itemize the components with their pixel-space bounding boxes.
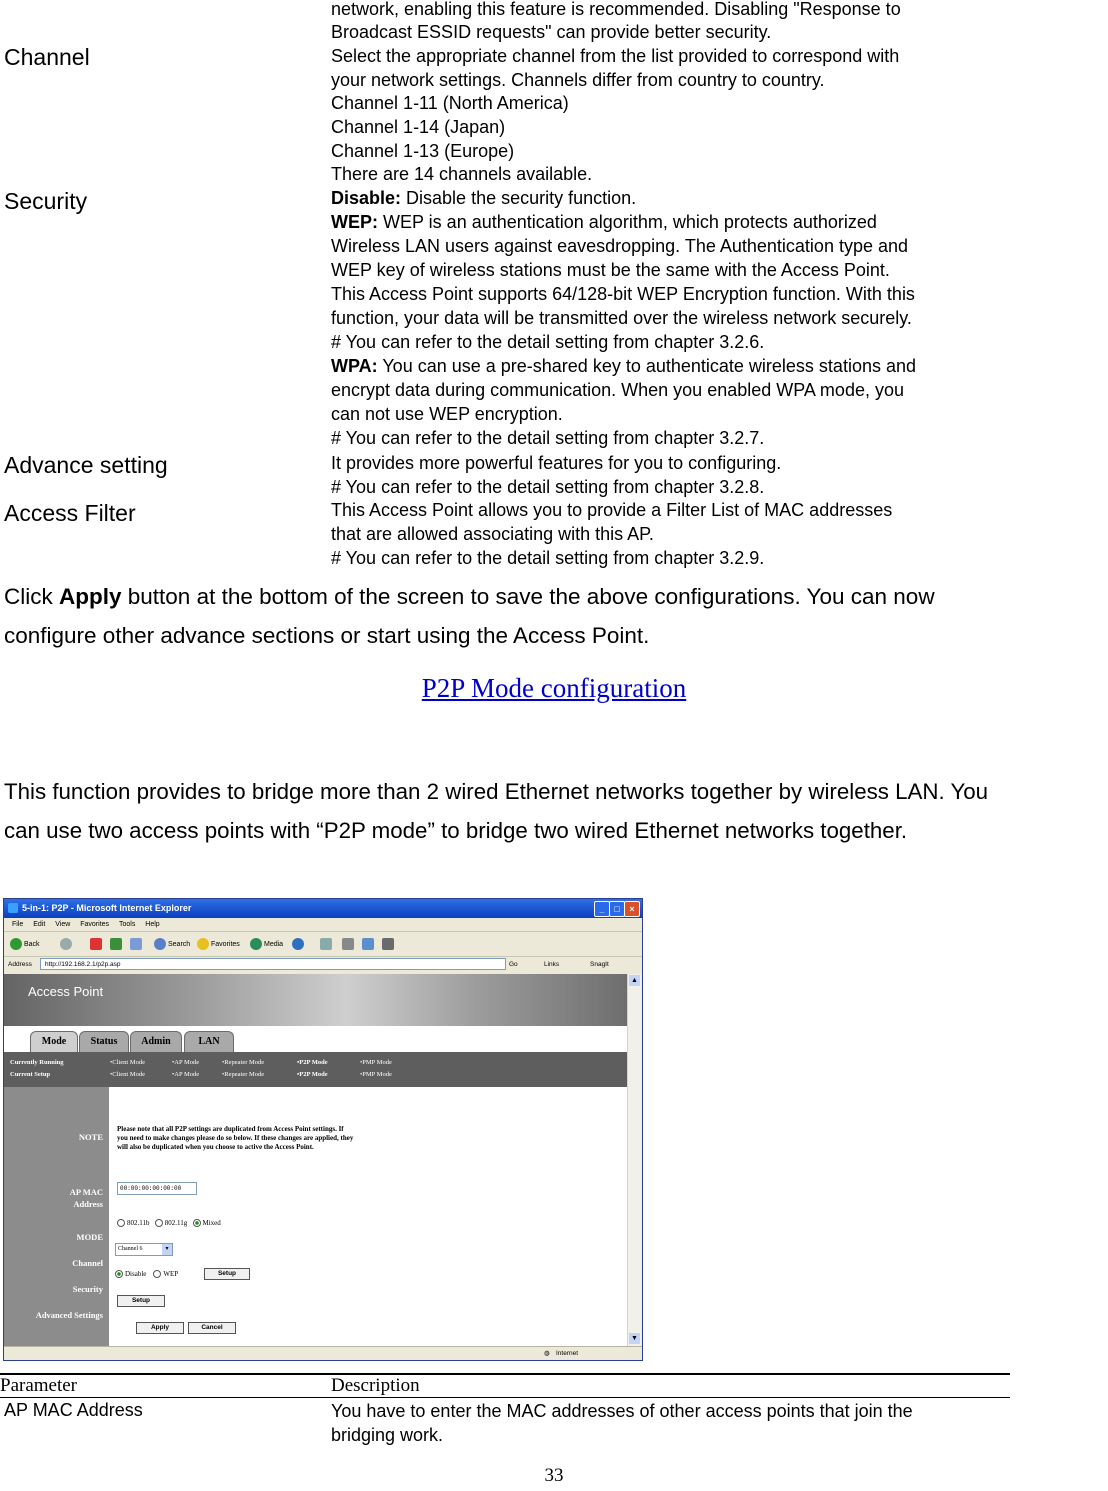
desc-line: This Access Point allows you to provide a Filter List of MAC addresses — [331, 500, 893, 520]
note-line: Please note that all P2P settings are duplicated from Access Point settings. If — [117, 1125, 344, 1133]
window-title: 5-in-1: P2P - Microsoft Internet Explorer — [22, 903, 192, 913]
radio-icon — [155, 1219, 163, 1227]
go-button[interactable] — [509, 956, 518, 973]
desc-text: WEP is an authentication algorithm, which protects authorized — [378, 212, 877, 232]
favorites-label: Favorites — [211, 940, 240, 948]
mode-label: Repeater Mode — [224, 1071, 265, 1078]
radio-label: Mixed — [202, 1219, 221, 1227]
desc-line: # You can refer to the detail setting from chapter 3.2.9. — [331, 548, 765, 568]
page-content — [4, 974, 627, 1346]
radio-label: 802.11g — [164, 1219, 188, 1227]
desc-security-wpa — [331, 355, 916, 379]
apply-paragraph — [4, 577, 935, 616]
forward-button[interactable] — [60, 938, 74, 950]
vertical-scrollbar[interactable] — [627, 974, 641, 1346]
desc-line: It provides more powerful features for you to configuring. — [331, 453, 782, 473]
advanced-settings-label: Advanced Settings — [35, 1310, 103, 1320]
tab-row — [4, 1026, 627, 1052]
desc-line: that are allowed associating with this AP. — [331, 524, 654, 544]
desc-text: Disable the security function. — [401, 188, 637, 208]
radio-icon — [153, 1270, 161, 1278]
access-point-banner — [4, 974, 627, 1026]
running-p2p: •P2P Mode — [297, 1059, 328, 1066]
history-button[interactable] — [292, 938, 306, 950]
table-row-desc: You have to enter the MAC addresses of other access points that join the — [331, 1401, 913, 1421]
menu-bar — [4, 918, 642, 931]
radio-label: 802.11b — [127, 1219, 150, 1227]
maximize-icon[interactable]: □ — [609, 901, 625, 917]
scroll-up-icon[interactable]: ▲ — [629, 975, 640, 986]
menu-view[interactable]: View — [55, 921, 71, 928]
setup-ap[interactable]: •AP Mode — [172, 1071, 200, 1078]
url-input[interactable]: http://192.168.2.1/p2p.asp — [40, 958, 506, 970]
home-button[interactable] — [130, 938, 144, 950]
browser-screenshot — [3, 898, 643, 1361]
desc-line: # You can refer to the detail setting from chapter 3.2.8. — [331, 477, 765, 497]
desc-security-disable — [331, 187, 636, 211]
search-icon — [154, 938, 166, 950]
desc-line: # You can refer to the detail setting from chapter 3.2.7. — [331, 428, 765, 448]
desc-line: your network settings. Channels differ from country to country. — [331, 70, 825, 90]
mail-button[interactable] — [320, 938, 334, 950]
apply-paragraph-line2: configure other advance sections or start using the Access Point. — [4, 623, 650, 648]
bold-term: Disable: — [331, 188, 402, 208]
desc-line: Wireless LAN users against eavesdropping. The Authentication type and — [331, 236, 909, 256]
back-label: Back — [24, 940, 40, 948]
param-advance-setting: Advance setting — [4, 452, 168, 478]
messenger-button[interactable] — [382, 938, 396, 950]
setup-p2p[interactable]: •P2P Mode — [297, 1071, 328, 1078]
desc-line: This Access Point supports 64/128-bit WEP Encryption function. With this — [331, 284, 915, 304]
setup-pmp[interactable]: •PMP Mode — [360, 1071, 392, 1078]
desc-line: There are 14 channels available. — [331, 164, 593, 184]
chevron-down-icon: ▾ — [162, 1244, 172, 1255]
forward-icon — [60, 938, 72, 950]
ie-icon — [8, 903, 18, 913]
refresh-button[interactable] — [110, 938, 124, 950]
channel-label: Channel — [72, 1258, 103, 1268]
table-row-param: AP MAC Address — [4, 1400, 143, 1420]
intro-line: This function provides to bridge more than 2 wired Ethernet networks together by wireless LAN. You — [4, 779, 989, 804]
mode-label: MODE — [76, 1232, 103, 1242]
param-security: Security — [4, 188, 88, 214]
table-top-rule — [0, 1373, 1010, 1375]
intro-line: can use two access points with “P2P mode” to bridge two wired Ethernet networks together. — [4, 818, 908, 843]
advanced-setup-button[interactable]: Setup — [117, 1295, 165, 1307]
note-text — [117, 1125, 353, 1152]
edit-icon — [362, 938, 374, 950]
text: Click — [4, 584, 59, 609]
go-label: Go — [509, 961, 518, 968]
mode-label: Client Mode — [112, 1071, 145, 1078]
mode-label: AP Mode — [174, 1071, 200, 1078]
menu-favorites[interactable]: Favorites — [80, 921, 110, 928]
desc-line: Channel 1-13 (Europe) — [331, 141, 515, 161]
radio-80211b[interactable] — [117, 1219, 150, 1227]
text: button at the bottom of the screen to save the above configurations. You can now — [121, 584, 935, 609]
menu-help[interactable]: Help — [145, 921, 160, 928]
radio-disable[interactable] — [115, 1270, 146, 1278]
close-icon[interactable]: × — [624, 901, 640, 917]
desc-line: Select the appropriate channel from the list provided to correspond with — [331, 46, 900, 66]
setup-client[interactable]: •Client Mode — [110, 1071, 145, 1078]
radio-label: WEP — [163, 1270, 179, 1278]
channel-select[interactable] — [115, 1243, 173, 1256]
menu-edit[interactable]: Edit — [33, 921, 46, 928]
mode-label: P2P Mode — [299, 1059, 328, 1066]
links-label[interactable]: Links — [544, 961, 560, 968]
label-column — [4, 1087, 109, 1346]
print-icon — [342, 938, 354, 950]
refresh-icon — [110, 938, 122, 950]
mode-label: PMP Mode — [362, 1071, 392, 1078]
mode-label: Client Mode — [112, 1059, 145, 1066]
desc-text: You can use a pre-shared key to authenticate wireless stations and — [377, 356, 916, 376]
bold-term: WPA: — [331, 356, 378, 376]
scroll-down-icon[interactable]: ▼ — [629, 1333, 640, 1344]
back-button[interactable] — [10, 938, 40, 950]
currently-running-label: Currently Running — [10, 1059, 64, 1066]
tab-lan[interactable]: LAN — [184, 1031, 234, 1052]
desc-security-wep — [331, 211, 877, 235]
setup-repeater[interactable]: •Repeater Mode — [222, 1071, 265, 1078]
current-setup-label: Current Setup — [10, 1071, 51, 1078]
desc-line: Channel 1-11 (North America) — [331, 93, 569, 113]
note-label: NOTE — [78, 1132, 103, 1142]
messenger-icon — [382, 938, 394, 950]
desc-line: WEP key of wireless stations must be the same with the Access Point. — [331, 260, 890, 280]
bold-term: WEP: — [331, 212, 378, 232]
page-number: 33 — [544, 1465, 564, 1486]
tab-admin[interactable]: Admin — [130, 1031, 182, 1052]
mode-options — [117, 1219, 221, 1227]
apply-bold: Apply — [59, 584, 122, 609]
apply-button[interactable]: Apply — [136, 1322, 184, 1334]
desc-line: # You can refer to the detail setting from chapter 3.2.6. — [331, 332, 765, 352]
browser-toolbar — [4, 931, 642, 957]
running-repeater: •Repeater Mode — [222, 1059, 265, 1066]
security-options — [115, 1270, 178, 1278]
table-row-desc: bridging work. — [331, 1425, 444, 1445]
ap-mac-input[interactable]: 00:00:00:00:00:00 — [117, 1182, 197, 1195]
snagit-button[interactable]: SnagIt — [590, 961, 609, 968]
history-icon — [292, 938, 304, 950]
edit-button[interactable] — [362, 938, 376, 950]
back-icon — [10, 938, 22, 950]
note-line: will also be duplicated when you choose to active the Access Point. — [117, 1143, 314, 1151]
media-icon — [250, 938, 262, 950]
desc-line: encrypt data during communication. When you enabled WPA mode, you — [331, 380, 904, 400]
cancel-button[interactable]: Cancel — [188, 1322, 236, 1334]
radio-icon — [115, 1270, 123, 1278]
search-label: Search — [168, 940, 191, 948]
ap-mac-label-2: Address — [73, 1199, 103, 1209]
running-pmp: •PMP Mode — [360, 1059, 392, 1066]
mode-label: Repeater Mode — [224, 1059, 265, 1066]
section-title[interactable]: P2P Mode configuration — [421, 673, 687, 703]
stop-icon — [90, 938, 102, 950]
print-button[interactable] — [342, 938, 356, 950]
param-access-filter: Access Filter — [4, 500, 136, 526]
radio-icon — [117, 1219, 125, 1227]
security-setup-button[interactable]: Setup — [204, 1268, 250, 1280]
menu-tools[interactable]: Tools — [119, 921, 136, 928]
radio-wep[interactable] — [153, 1270, 178, 1278]
favorites-button[interactable] — [197, 938, 240, 950]
table-header-parameter: Parameter — [0, 1375, 78, 1396]
desc-line: network, enabling this feature is recommended. Disabling "Response to — [331, 0, 901, 19]
tab-mode[interactable]: Mode — [30, 1031, 78, 1052]
security-label: Security — [72, 1284, 103, 1294]
status-bar — [4, 1346, 642, 1361]
menu-file[interactable]: File — [12, 921, 24, 928]
media-label: Media — [264, 940, 284, 948]
address-label: Address — [8, 961, 32, 968]
running-client: •Client Mode — [110, 1059, 145, 1066]
radio-mixed[interactable] — [193, 1219, 221, 1227]
banner-title: Access Point — [28, 984, 104, 999]
media-button[interactable] — [250, 938, 283, 950]
desc-line: Broadcast ESSID requests" can provide better security. — [331, 22, 772, 42]
minimize-icon[interactable]: _ — [594, 901, 610, 917]
desc-line: can not use WEP encryption. — [331, 404, 563, 424]
mode-bar — [4, 1052, 627, 1087]
home-icon — [130, 938, 142, 950]
radio-label: Disable — [125, 1270, 147, 1278]
window-titlebar — [4, 899, 642, 918]
radio-icon — [193, 1219, 201, 1227]
param-channel: Channel — [4, 44, 90, 70]
status-zone: Internet — [556, 1350, 579, 1357]
desc-line: function, your data will be transmitted over the wireless network securely. — [331, 308, 912, 328]
mode-label: P2P Mode — [299, 1071, 328, 1078]
desc-line: Channel 1-14 (Japan) — [331, 117, 506, 137]
mail-icon — [320, 938, 332, 950]
running-ap: •AP Mode — [172, 1059, 200, 1066]
stop-button[interactable] — [90, 938, 104, 950]
table-header-rule — [0, 1397, 1010, 1398]
ap-mac-label-1: AP MAC — [69, 1187, 103, 1197]
star-icon — [197, 938, 209, 950]
mode-label: AP Mode — [174, 1059, 200, 1066]
tab-status[interactable]: Status — [79, 1031, 129, 1052]
search-button[interactable] — [154, 938, 190, 950]
mode-label: PMP Mode — [362, 1059, 392, 1066]
globe-icon: ◍ — [544, 1350, 550, 1357]
channel-value: Channel 6 — [118, 1246, 143, 1252]
address-bar — [4, 956, 642, 973]
radio-80211g[interactable] — [155, 1219, 188, 1227]
table-header-description: Description — [331, 1375, 420, 1396]
note-line: you need to make changes please do so below. If these changes are applied, they — [117, 1134, 354, 1142]
